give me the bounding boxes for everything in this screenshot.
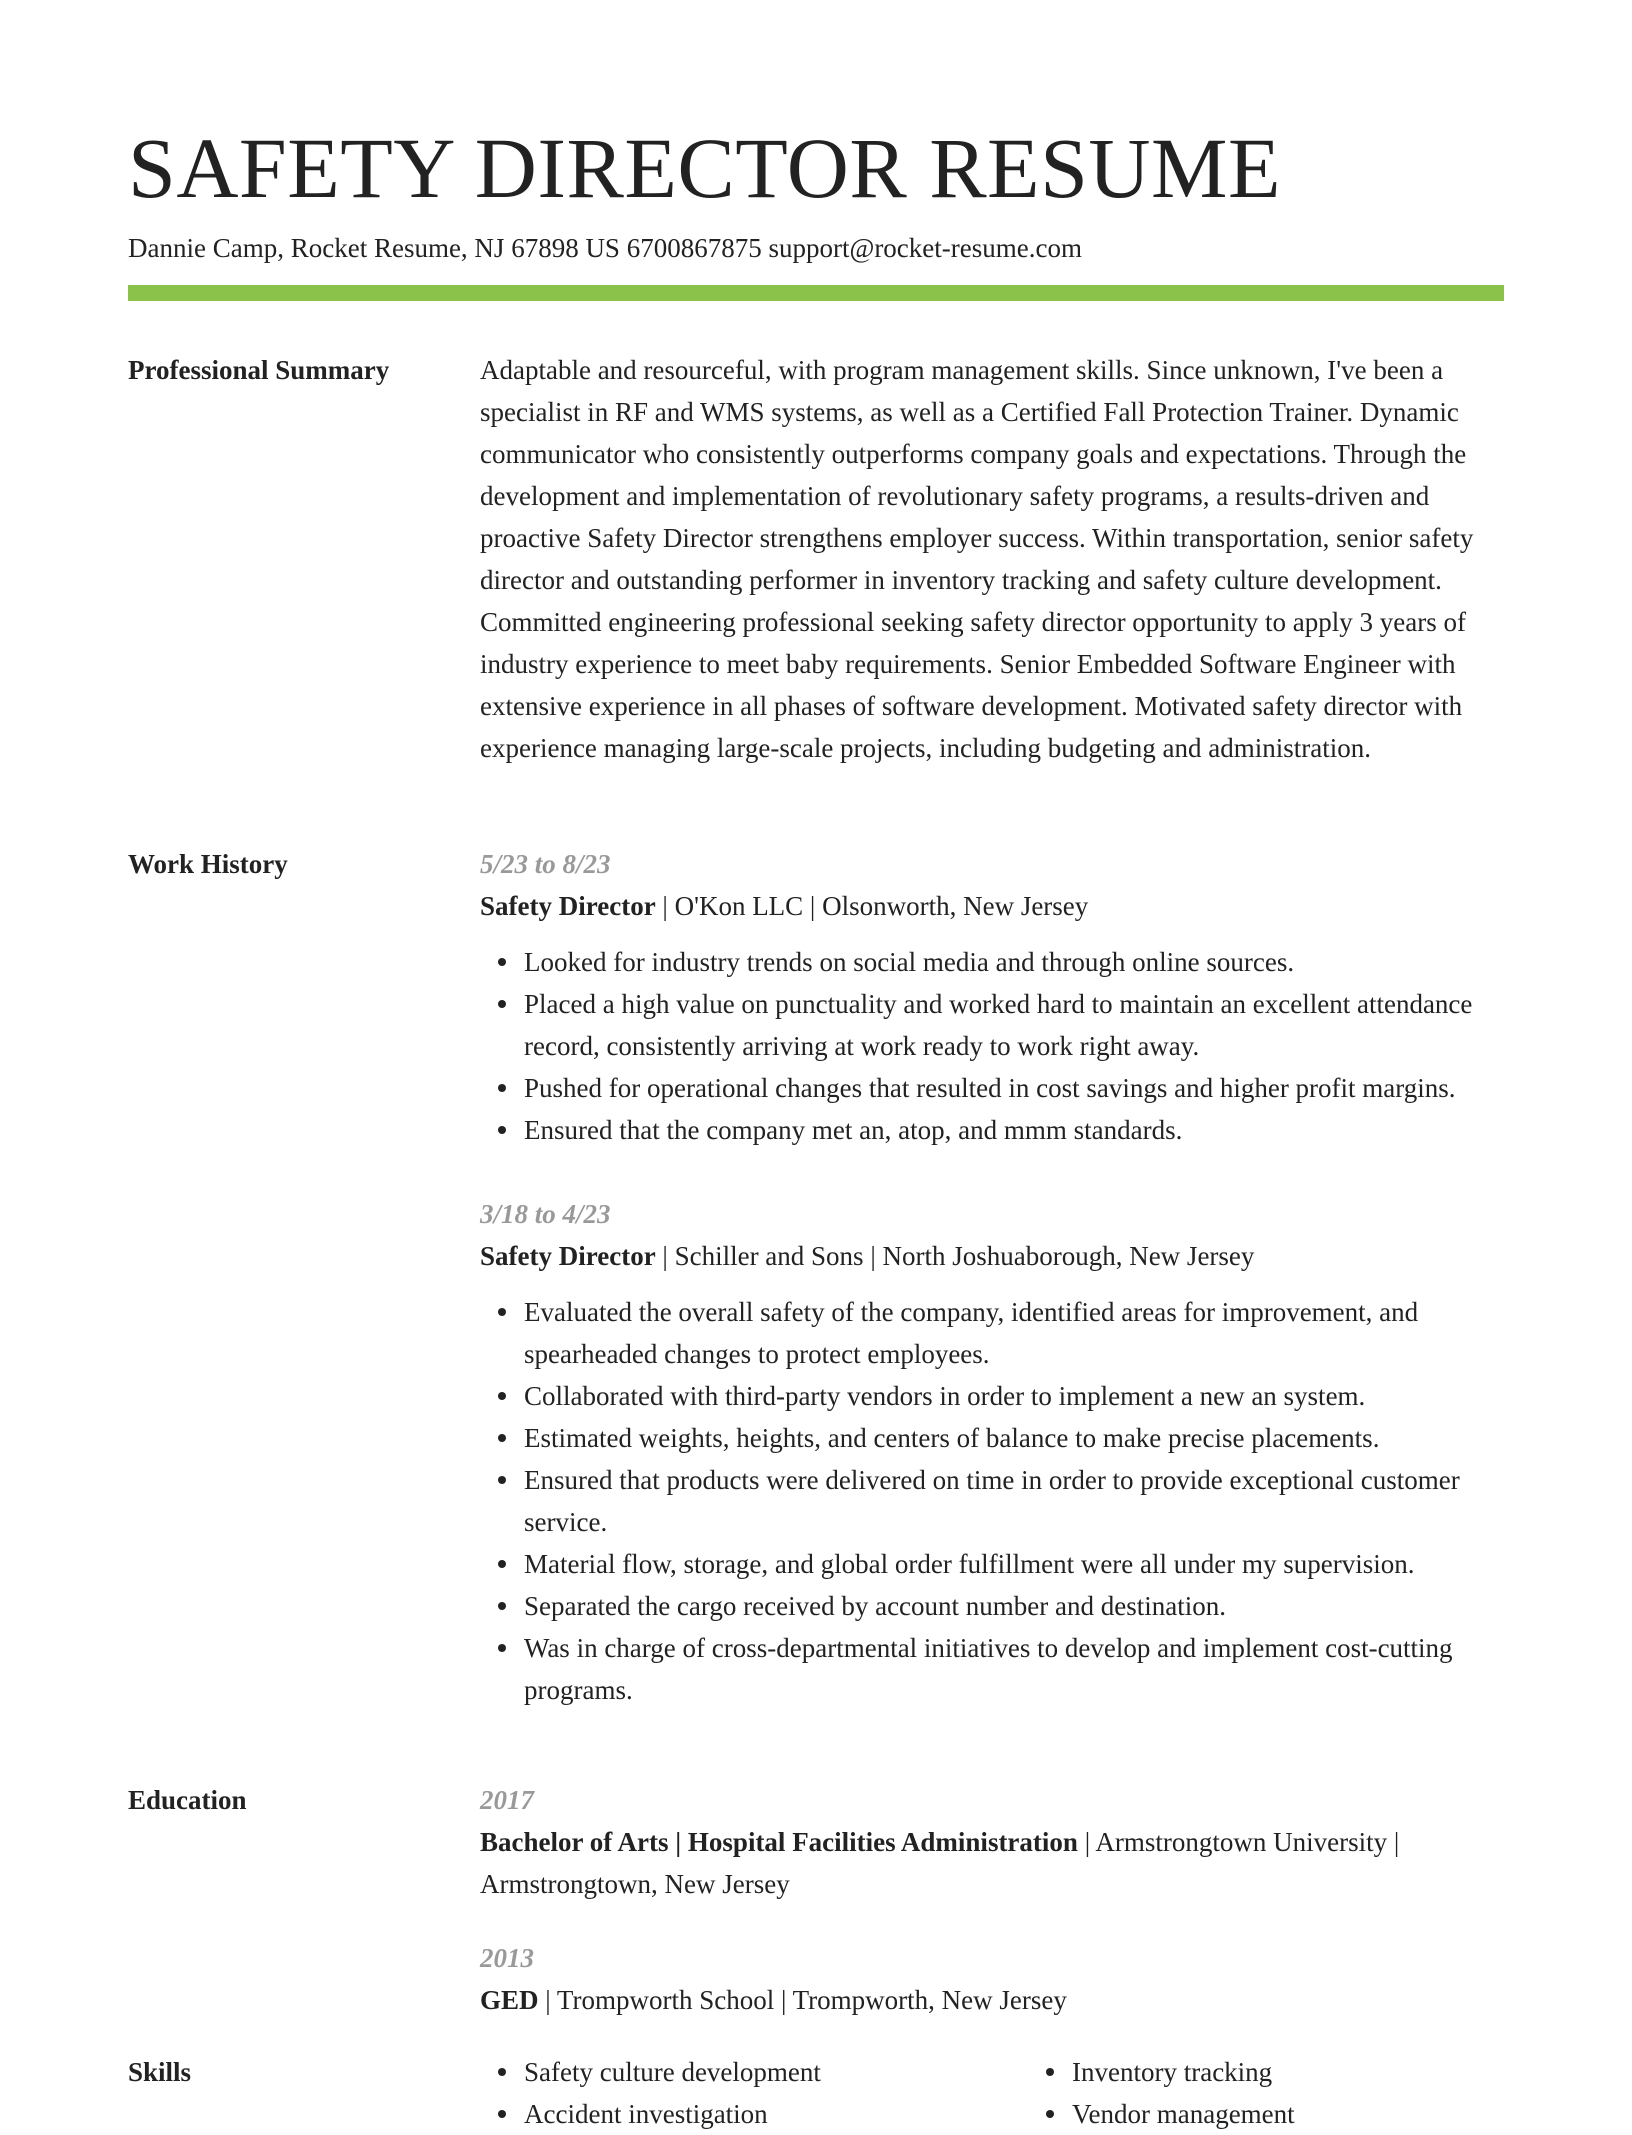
job-entry	[480, 1193, 1504, 1711]
bullet-item: Collaborated with third-party vendors in order to implement a new an system.	[524, 1375, 1504, 1417]
header-divider	[128, 285, 1504, 301]
skill-item: Vendor management	[1072, 2093, 1576, 2135]
education-heading	[480, 1979, 1504, 2021]
bullet-item: Placed a high value on punctuality and worked hard to maintain an excellent attendance record, consistently arriving at work ready to work right away.	[524, 983, 1504, 1067]
skill-item: Accident investigation	[524, 2093, 1028, 2135]
resume-title: SAFETY DIRECTOR RESUME	[128, 120, 1282, 216]
education-degree: GED	[480, 1985, 539, 2015]
bullet-item: Estimated weights, heights, and centers of balance to make precise placements.	[524, 1417, 1504, 1459]
contact-phone: 6700867875	[626, 233, 762, 263]
bullet-item: Pushed for operational changes that resulted in cost savings and higher profit margins.	[524, 1067, 1504, 1109]
bullet-item: Looked for industry trends on social media and through online sources.	[524, 941, 1504, 983]
job-title: Safety Director	[480, 891, 656, 921]
contact-email: support@rocket-resume.com	[768, 233, 1082, 263]
education-entry	[480, 1937, 1504, 2021]
skills-columns	[480, 2051, 1504, 2135]
skills-list-right	[1028, 2051, 1576, 2135]
bullet-item: Evaluated the overall safety of the company, identified areas for improvement, and spearheaded changes to protect employees.	[524, 1291, 1504, 1375]
skills-list-left	[480, 2051, 1028, 2135]
section-label-skills: Skills	[128, 2057, 192, 2087]
bullet-item: Material flow, storage, and global order fulfillment were all under my supervision.	[524, 1543, 1504, 1585]
job-details: | Schiller and Sons | North Joshuaborough, New Jersey	[655, 1241, 1255, 1271]
summary-text: Adaptable and resourceful, with program management skills. Since unknown, I've been a specialist in RF and WMS systems, as well as a Certified Fall Protection Trainer. Dynamic communicator who consistently outperforms company goals and expectations. Through the development and implementation of revolutionary safety programs, a results-driven and proactive Safety Director strengthens employer success. Within transportation, senior safety director and outstanding performer in inventory tracking and safety culture development. Committed engineering professional seeking safety director opportunity to apply 3 years of industry experience to meet baby requirements. Senior Embedded Software Engineer with extensive experience in all phases of software development. Motivated safety director with experience managing large-scale projects, including budgeting and administration.	[480, 355, 1474, 763]
section-label-work-history: Work History	[128, 849, 288, 879]
job-dates: 5/23 to 8/23	[480, 849, 611, 879]
job-heading	[480, 885, 1504, 927]
education-details: | Trompworth School | Trompworth, New Jersey	[538, 1985, 1067, 2015]
job-dates: 3/18 to 4/23	[480, 1199, 611, 1229]
education-year: 2017	[480, 1785, 534, 1815]
education-degree: Bachelor of Arts | Hospital Facilities Administration	[480, 1827, 1078, 1857]
section-label-summary: Professional Summary	[128, 355, 390, 385]
job-bullets	[480, 941, 1504, 1151]
job-details: | O'Kon LLC | Olsonworth, New Jersey	[655, 891, 1089, 921]
education-entry	[480, 1779, 1504, 1905]
contact-name: Dannie Camp,	[128, 233, 284, 263]
section-label-education: Education	[128, 1785, 247, 1815]
contact-line	[128, 230, 1082, 266]
education-year: 2013	[480, 1943, 534, 1973]
education-heading	[480, 1821, 1504, 1905]
contact-address: Rocket Resume, NJ 67898 US	[290, 233, 620, 263]
skill-item: Safety culture development	[524, 2051, 1028, 2093]
job-title: Safety Director	[480, 1241, 656, 1271]
education-details: | Armstrongtown University | Armstrongtown, New Jersey	[480, 1827, 1400, 1899]
bullet-item: Ensured that the company met an, atop, and mmm standards.	[524, 1109, 1504, 1151]
job-entry	[480, 843, 1504, 1151]
job-bullets	[480, 1291, 1504, 1711]
bullet-item: Separated the cargo received by account number and destination.	[524, 1585, 1504, 1627]
bullet-item: Ensured that products were delivered on time in order to provide exceptional customer service.	[524, 1459, 1504, 1543]
bullet-item: Was in charge of cross-departmental initiatives to develop and implement cost-cutting programs.	[524, 1627, 1504, 1711]
skill-item: Inventory tracking	[1072, 2051, 1576, 2093]
job-heading	[480, 1235, 1504, 1277]
